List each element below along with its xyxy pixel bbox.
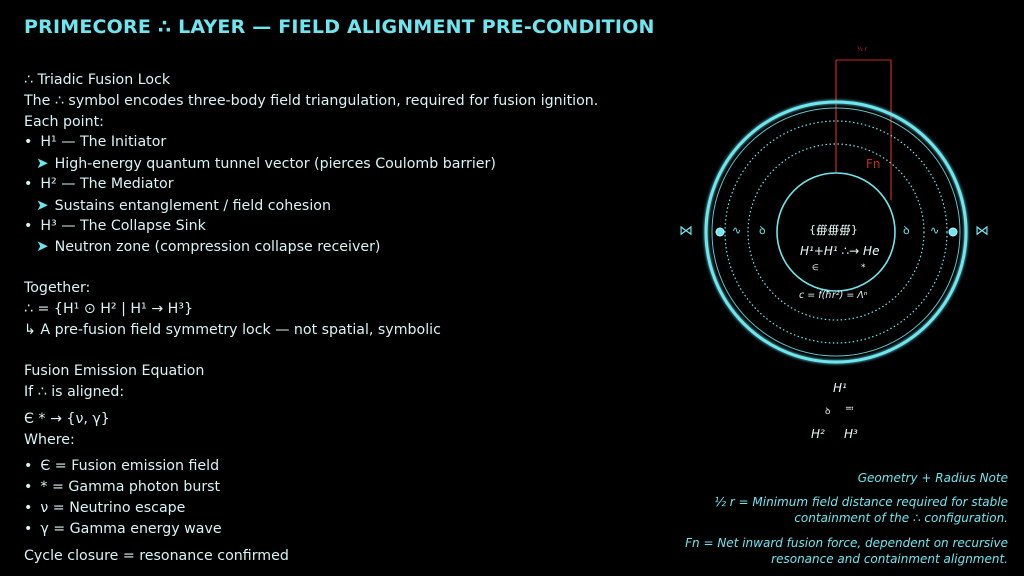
containment-diagram (670, 40, 1024, 460)
point-detail-text: Neutron zone (compression collapse receiver) (54, 239, 381, 256)
bullet-icon: • (24, 217, 33, 234)
point-item (24, 174, 664, 195)
left-node (716, 228, 724, 236)
loop-glyph-right: ꝺ (903, 224, 910, 237)
point-label: H² — The Mediator (40, 175, 174, 192)
bullet-icon: • (24, 479, 33, 496)
triad-mid-right-glyph: ≕ (845, 404, 854, 414)
definition-text: γ = Gamma energy wave (40, 520, 222, 537)
page-title: PRIMECORE ∴ LAYER — FIELD ALIGNMENT PRE-CONDITION (24, 16, 655, 38)
point-detail-text: High-energy quantum tunnel vector (pierces Coulomb barrier) (54, 156, 496, 173)
bullet-icon: • (24, 499, 33, 516)
right-node (949, 228, 957, 236)
arrow-icon: ➤ (36, 237, 49, 256)
definition-item (24, 519, 664, 540)
loop-glyph-left: ꝺ (759, 224, 766, 237)
point-detail (24, 236, 664, 257)
point-item (24, 216, 664, 237)
notes-heading: Geometry + Radius Note (857, 471, 1008, 485)
point-detail-text: Sustains entanglement / field cohesion (54, 197, 331, 214)
explanation-panel (24, 70, 664, 566)
definition-item (24, 456, 664, 477)
definition-text: Є = Fusion emission field (40, 458, 220, 475)
each-point-label: Each point: (24, 113, 104, 130)
bullet-icon: • (24, 458, 33, 475)
half-r-note: ½ r = Minimum field distance required for stable containment of the ∴ configuration. (714, 495, 1008, 525)
core-right-mark: * (861, 263, 866, 273)
together-note: ↳ A pre-fusion field symmetry lock — not spatial, symbolic (24, 321, 441, 338)
triad-mid-left-glyph: ꝺ (825, 407, 831, 417)
spacer (24, 257, 664, 278)
spacer (24, 340, 664, 361)
point-detail (24, 153, 664, 174)
core-left-mark: ∈ (812, 263, 819, 272)
arrow-icon: ➤ (36, 195, 49, 214)
definition-item (24, 498, 664, 519)
definition-item (24, 477, 664, 498)
bullet-icon: • (24, 520, 33, 537)
fn-label: Fn (866, 157, 881, 171)
c-equation: c = f(ħr²) = Λⁿ (799, 290, 868, 301)
definition-text: ν = Neutrino escape (40, 499, 186, 516)
tilde-glyph-left: ∿ (732, 224, 742, 237)
cycle-closure: Cycle closure = resonance confirmed (24, 547, 289, 564)
point-item (24, 132, 664, 153)
emission-heading: Fusion Emission Equation (24, 363, 205, 380)
emission-equation: Є * → {ν, γ} (24, 410, 110, 427)
triad-h3: H³ (844, 427, 858, 441)
fn-note: Fn = Net inward fusion force, dependent on recursive resonance and containment alignment. (685, 536, 1008, 566)
emission-condition: If ∴ is aligned: (24, 383, 125, 400)
lock-heading: ∴ Triadic Fusion Lock (24, 72, 171, 88)
point-detail (24, 195, 664, 216)
definition-text: * = Gamma photon burst (40, 479, 221, 496)
point-label: H¹ — The Initiator (40, 134, 167, 151)
geometry-notes (648, 470, 1008, 573)
triad-h2: H² (811, 427, 825, 441)
triad-h1: H¹ (833, 381, 847, 395)
left-bowtie-icon: ⋈ (679, 223, 693, 239)
together-heading: Together: (24, 279, 91, 296)
bullet-icon: • (24, 134, 33, 151)
right-bowtie-icon: ⋈ (975, 223, 989, 239)
together-formula: ∴ = {H¹ ⊙ H² | H¹ → H³} (24, 300, 194, 317)
core-symbols: {∰∰∰} (809, 223, 858, 236)
core-reaction: H¹+H¹ ∴→ He (800, 244, 880, 258)
half-r-label: ½ r (857, 46, 868, 53)
arrow-icon: ➤ (36, 154, 49, 173)
point-label: H³ — The Collapse Sink (40, 217, 206, 234)
lock-description: The ∴ symbol encodes three-body field triangulation, required for fusion ignition. (24, 92, 599, 109)
tilde-glyph-right: ∿ (930, 224, 940, 237)
where-label: Where: (24, 431, 75, 448)
bullet-icon: • (24, 175, 33, 192)
